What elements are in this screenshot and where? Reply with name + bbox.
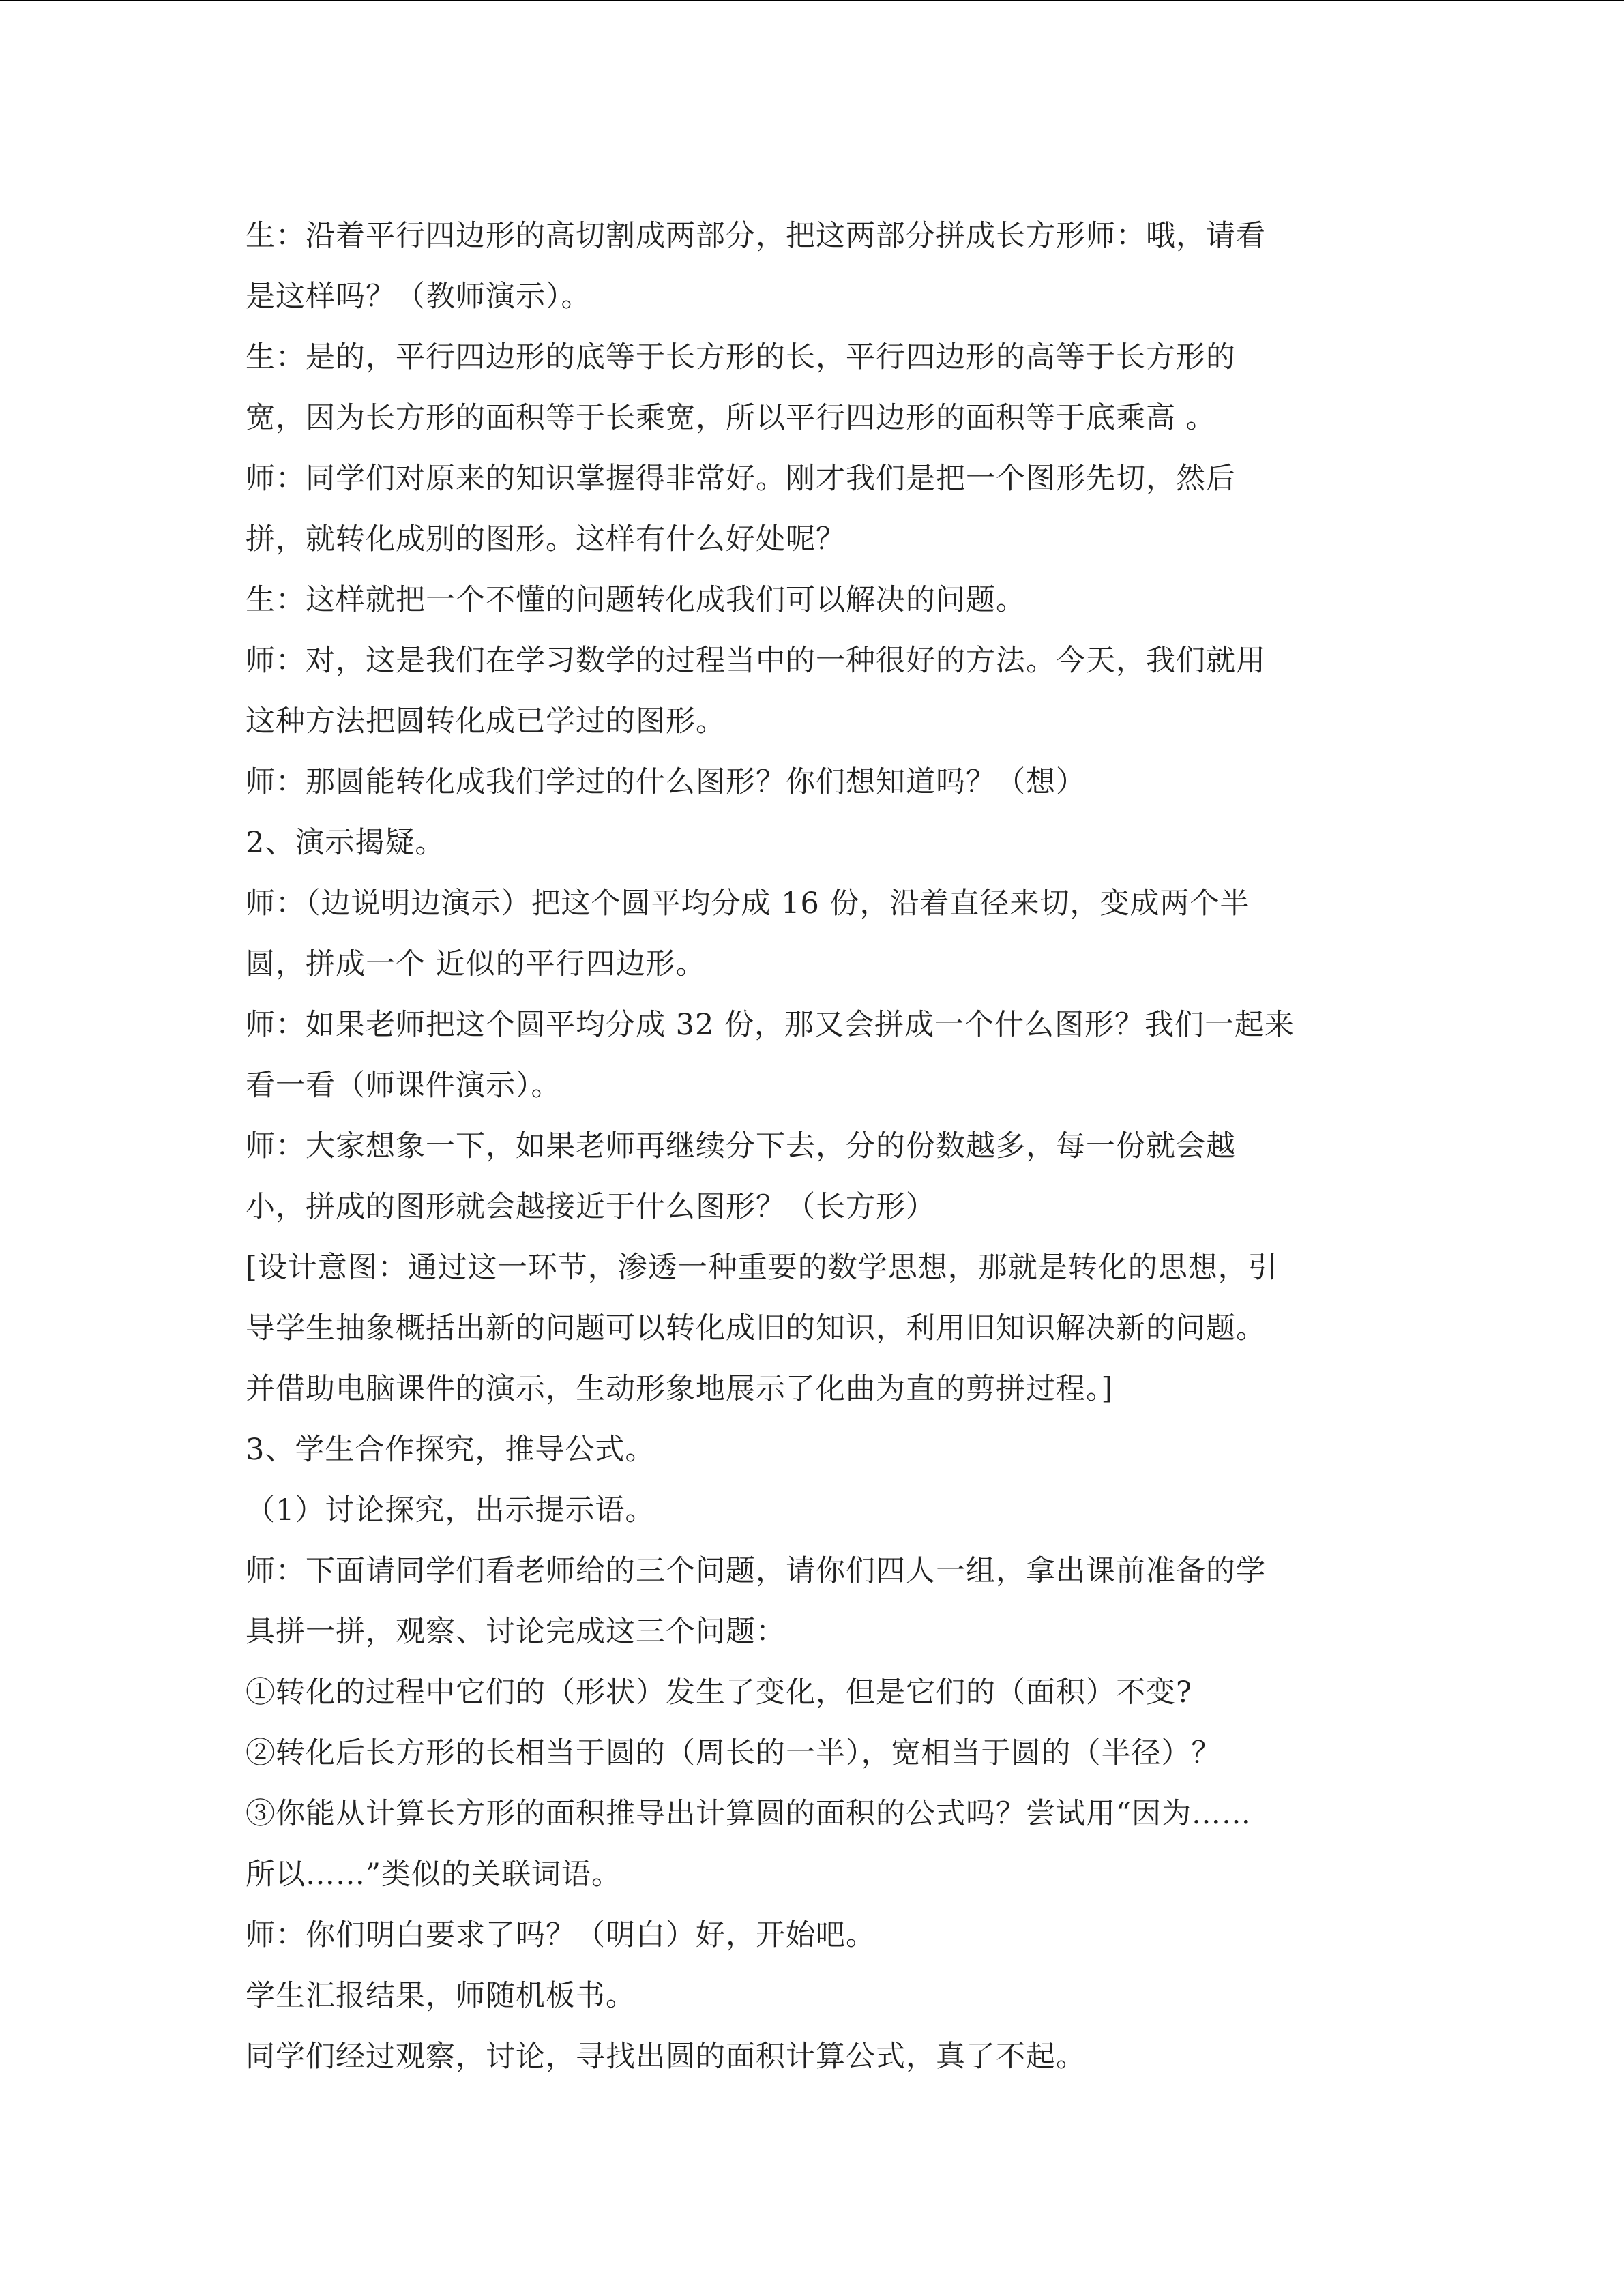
text-line: 师：如果老师把这个圆平均分成 32 份，那又会拼成一个什么图形？我们一起来 xyxy=(246,1008,1295,1042)
text-line: 所以……”类似的关联词语。 xyxy=(246,1858,621,1892)
design-note-line: 并借助电脑课件的演示，生动形象地展示了化曲为直的剪拼过程。] xyxy=(246,1372,1114,1406)
text-line: 生：是的，平行四边形的底等于长方形的长，平行四边形的高等于长方形的 xyxy=(246,340,1236,374)
text-line: 师：对，这是我们在学习数学的过程当中的一种很好的方法。今天，我们就用 xyxy=(246,644,1266,678)
design-note-line: [设计意图：通过这一环节，渗透一种重要的数学思想，那就是转化的思想，引 xyxy=(246,1251,1278,1285)
text-line: 师：大家想象一下，如果老师再继续分下去，分的份数越多，每一份就会越 xyxy=(246,1129,1236,1163)
question-item: ②转化后长方形的长相当于圆的（周长的一半），宽相当于圆的（半径）？ xyxy=(246,1736,1222,1770)
text-line: 同学们经过观察，讨论，寻找出圆的面积计算公式，真了不起。 xyxy=(246,2040,1086,2074)
text-line: 师：你们明白要求了吗？（明白）好，开始吧。 xyxy=(246,1918,876,1952)
subsection-heading: （1）讨论探究，出示提示语。 xyxy=(246,1493,655,1527)
text-line: 圆，拼成一个 近似的平行四边形。 xyxy=(246,947,706,981)
text-line: 师：同学们对原来的知识掌握得非常好。刚才我们是把一个图形先切，然后 xyxy=(246,462,1236,496)
document-body xyxy=(246,206,1391,2087)
text-line: 生：这样就把一个不懂的问题转化成我们可以解决的问题。 xyxy=(246,583,1026,617)
text-line: 看一看（师课件演示）。 xyxy=(246,1069,561,1103)
section-heading: 3、学生合作探究，推导公式。 xyxy=(246,1433,655,1467)
text-line: 小，拼成的图形就会越接近于什么图形？（长方形） xyxy=(246,1190,936,1224)
text-line: 拼，就转化成别的图形。这样有什么好处呢？ xyxy=(246,522,846,556)
text-line: 师：那圆能转化成我们学过的什么图形？你们想知道吗？（想） xyxy=(246,765,1086,799)
section-heading: 2、演示揭疑。 xyxy=(246,826,445,860)
text-line: 生：沿着平行四边形的高切割成两部分，把这两部分拼成长方形师：哦，请看 xyxy=(246,219,1266,253)
question-item: ③你能从计算长方形的面积推导出计算圆的面积的公式吗？尝试用“因为…… xyxy=(246,1797,1252,1831)
text-line: 师：（边说明边演示）把这个圆平均分成 16 份，沿着直径来切，变成两个半 xyxy=(246,886,1250,921)
design-note-line: 导学生抽象概括出新的问题可以转化成旧的知识，利用旧知识解决新的问题。 xyxy=(246,1311,1266,1345)
text-line: 具拼一拼，观察、讨论完成这三个问题： xyxy=(246,1615,786,1649)
text-line: 师：下面请同学们看老师给的三个问题，请你们四人一组，拿出课前准备的学 xyxy=(246,1554,1266,1588)
text-line: 这种方法把圆转化成已学过的图形。 xyxy=(246,704,726,739)
question-item: ①转化的过程中它们的（形状）发生了变化，但是它们的（面积）不变? xyxy=(246,1675,1193,1710)
text-line: 学生汇报结果，师随机板书。 xyxy=(246,1979,636,2013)
text-line: 是这样吗？（教师演示）。 xyxy=(246,280,591,314)
text-line: 宽，因为长方形的面积等于长乘宽，所以平行四边形的面积等于底乘高 。 xyxy=(246,401,1216,435)
